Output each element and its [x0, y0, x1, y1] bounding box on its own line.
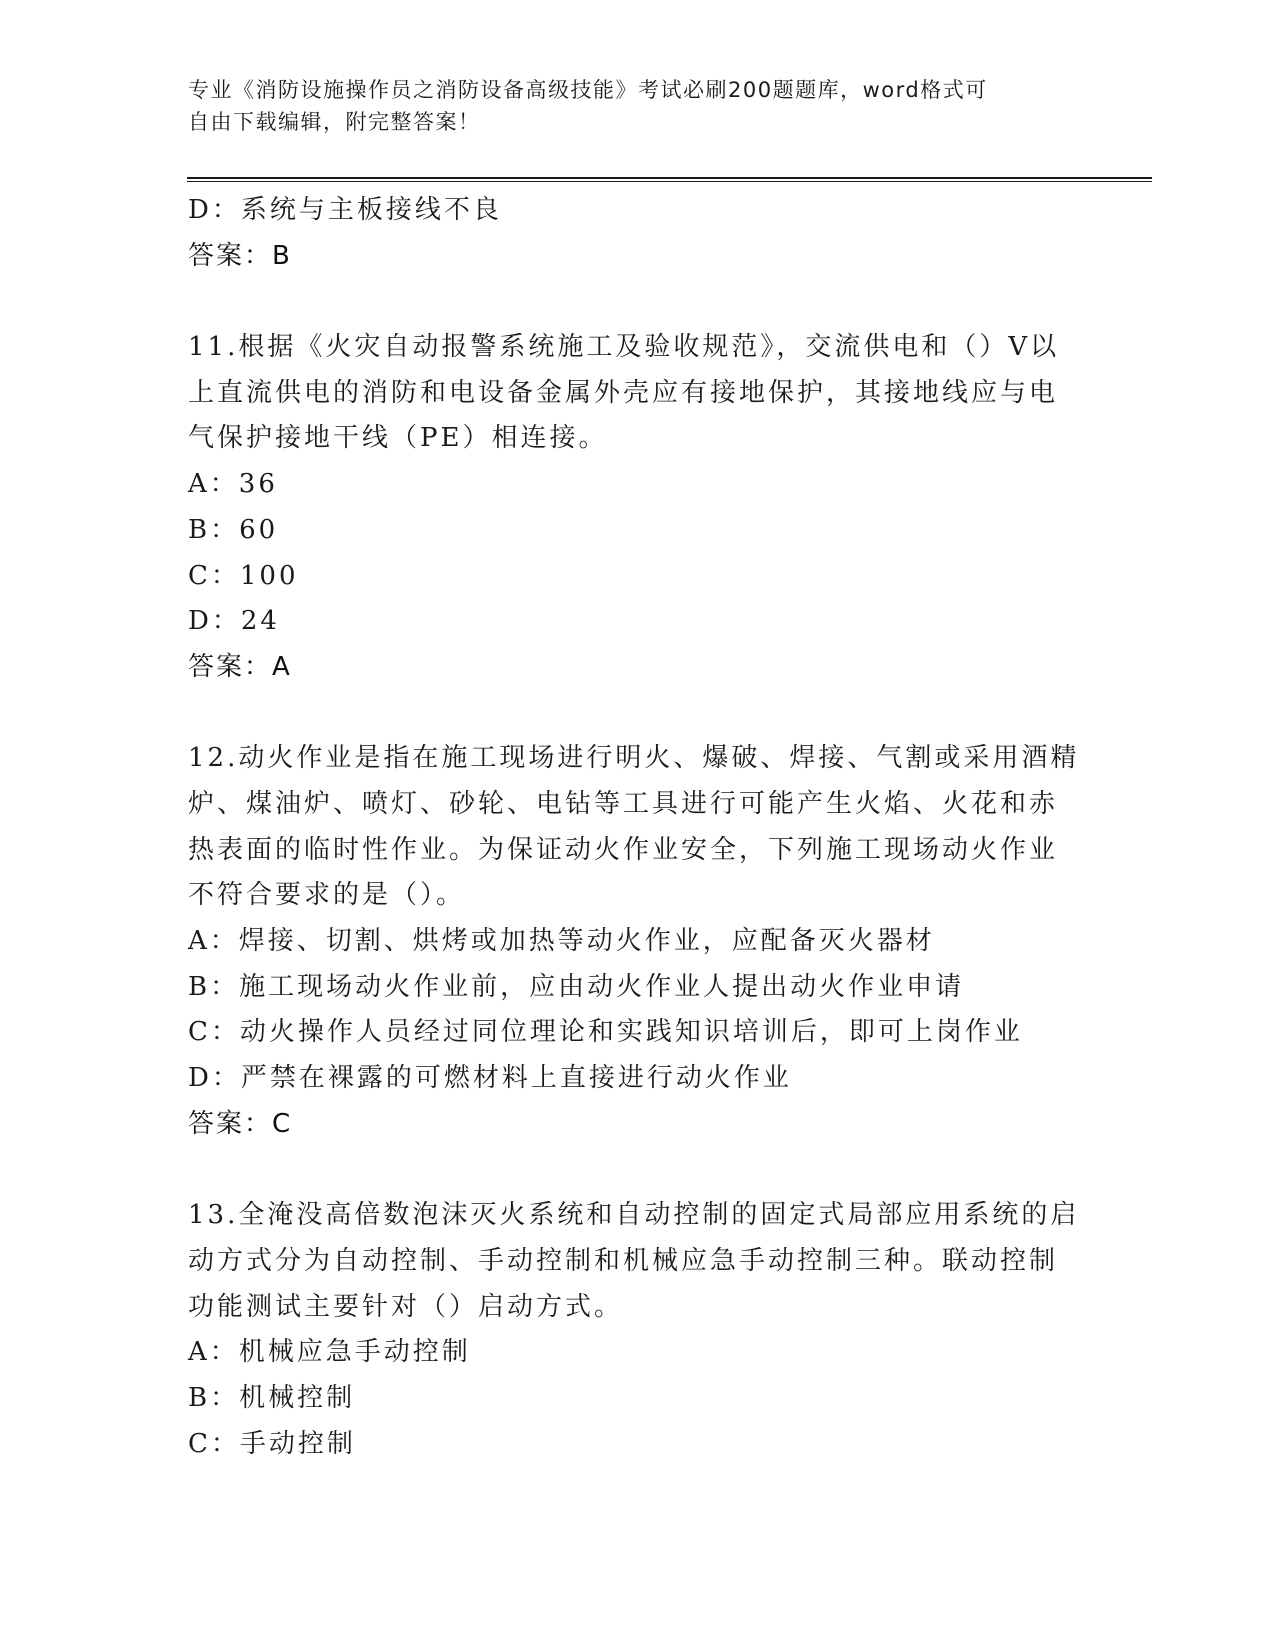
header-line-2: 自由下载编辑，附完整答案！ — [188, 110, 481, 134]
question-stem-line: 气保护接地干线（PE）相连接。 — [188, 423, 608, 454]
question-stem-line: 炉、煤油炉、喷灯、砂轮、电钻等工具进行可能产生火焰、火花和赤 — [188, 788, 1059, 819]
option-d: D：严禁在裸露的可燃材料上直接进行动火作业 — [188, 1063, 792, 1094]
option-b: B：施工现场动火作业前，应由动火作业人提出动火作业申请 — [188, 971, 965, 1002]
answer-line: 答案：B — [188, 240, 292, 271]
answer-line: 答案：C — [188, 1108, 293, 1139]
option-d: D：24 — [188, 606, 280, 637]
header-line-1: 专业《消防设施操作员之消防设备高级技能》考试必刷200题题库，word格式可 — [188, 78, 988, 102]
question-stem-line: 上直流供电的消防和电设备金属外壳应有接地保护，其接地线应与电 — [188, 377, 1059, 408]
question-10 — [188, 188, 1088, 279]
option-b: B：机械控制 — [188, 1382, 356, 1413]
question-12 — [188, 736, 1088, 1147]
question-stem-line: 不符合要求的是（）。 — [188, 880, 466, 911]
option-c: C：动火操作人员经过同位理论和实践知识培训后，即可上岗作业 — [188, 1017, 1023, 1048]
option-c: C：手动控制 — [188, 1428, 356, 1459]
spacer — [188, 1147, 1088, 1193]
question-stem-line: 11.根据《火灾自动报警系统施工及验收规范》，交流供电和（）V以 — [188, 332, 1060, 363]
question-stem-line: 热表面的临时性作业。为保证动火作业安全，下列施工现场动火作业 — [188, 834, 1059, 865]
question-stem-line: 功能测试主要针对（）启动方式。 — [188, 1291, 624, 1322]
option-c: C：100 — [188, 560, 299, 591]
spacer — [188, 279, 1088, 325]
spacer — [188, 691, 1088, 737]
option-a: A：焊接、切割、烘烤或加热等动火作业，应配备灭火器材 — [188, 926, 935, 956]
question-13 — [188, 1193, 1088, 1467]
option-b: B：60 — [188, 514, 279, 545]
question-stem-line: 12.动火作业是指在施工现场进行明火、爆破、焊接、气割或采用酒精 — [188, 743, 1080, 774]
question-stem-line: 13.全淹没高倍数泡沫灭火系统和自动控制的固定式局部应用系统的启 — [188, 1200, 1080, 1231]
question-content — [188, 188, 1088, 1467]
option-a: A：机械应急手动控制 — [188, 1337, 471, 1368]
answer-line: 答案：A — [188, 651, 292, 682]
option-d: D：系统与主板接线不良 — [188, 195, 502, 225]
option-a: A：36 — [188, 469, 278, 500]
question-stem-line: 动方式分为自动控制、手动控制和机械应急手动控制三种。联动控制 — [188, 1245, 1059, 1276]
header-divider-thick — [187, 177, 1152, 179]
question-11 — [188, 325, 1088, 691]
header-divider-thin — [187, 181, 1152, 182]
document-header — [188, 74, 1078, 138]
